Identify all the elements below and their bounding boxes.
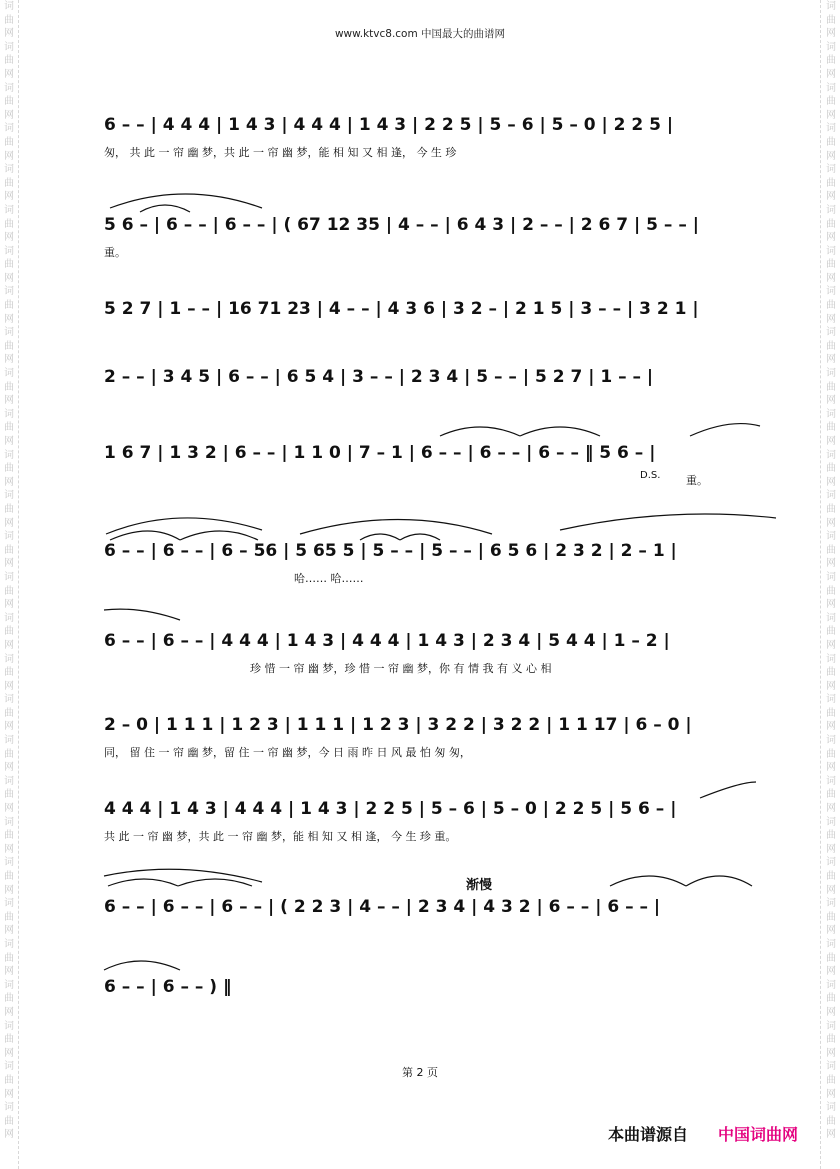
- slur: [300, 520, 492, 535]
- lyrics: 重。: [104, 246, 126, 259]
- notes: 5 6 – | 6 – – | 6 – – | ( 67 12 35 | 4 – – | 6 4 3 | 2 – – | 2 6 7 | 5 – – |: [104, 215, 699, 235]
- notes: 6 – – | 6 – – ) ‖: [104, 977, 232, 997]
- slur: [440, 427, 520, 436]
- slur: [560, 514, 776, 530]
- slur: [690, 424, 760, 436]
- notes: 6 – – | 6 – – | 6 – – | ( 2 2 3 | 4 – – | 2 3 4 | 4 3 2 | 6 – – | 6 – – |: [104, 897, 661, 917]
- tempo-marking: 渐慢: [466, 878, 493, 893]
- notes: 6 – – | 6 – – | 4 4 4 | 1 4 3 | 4 4 4 | 1 4 3 | 2 3 4 | 5 4 4 | 1 – 2 |: [104, 631, 670, 651]
- lyrics: [104, 926, 764, 944]
- notes: 2 – – | 3 4 5 | 6 – – | 6 5 4 | 3 – – | 2 3 4 | 5 – – | 5 2 7 | 1 – – |: [104, 367, 654, 387]
- slur: [104, 609, 180, 620]
- watermark-left: 词曲网词曲网词曲网词曲网词曲网词曲网词曲网词曲网词曲网词曲网词曲网词曲网词曲网词曲网词曲网词曲网词曲网词曲网词曲网词曲网词曲网词曲网词曲网词曲网词曲网词曲网词曲网词曲网: [4, 1, 14, 1141]
- notes: 1 6 7 | 1 3 2 | 6 – – | 1 1 0 | 7 – 1 | 6 – – | 6 – – | 6 – – ‖ 5 6 – |: [104, 443, 656, 463]
- lyrics: 珍 惜 一 帘 幽 梦，珍 惜 一 帘 幽 梦，你 有 情 我 有 义 心 相: [250, 662, 552, 675]
- slur: [686, 876, 752, 886]
- ds-marker: D.S.: [640, 470, 661, 481]
- source-site-link[interactable]: 中国词曲网: [718, 1125, 799, 1144]
- notes: 5 2 7 | 1 – – | 16 71 23 | 4 – – | 4 3 6 | 3 2 – | 2 1 5 | 3 – – | 3 2 1 |: [104, 299, 699, 319]
- source-label: 本曲谱源自: [608, 1125, 689, 1144]
- site-header: www.ktvc8.com 中国最大的曲谱网: [334, 28, 506, 40]
- notes: 6 – – | 6 – – | 6 – 56 | 5 65 5 | 5 – – | 5 – – | 6 5 6 | 2 3 2 | 2 – 1 |: [104, 541, 677, 561]
- lyrics: 匆， 共 此 一 帘 幽 梦，共 此 一 帘 幽 梦，能 相 知 又 相 逢， 今 生 珍: [104, 146, 457, 159]
- slur: [178, 879, 252, 886]
- lyrics: [104, 328, 764, 346]
- lyrics: 哈…… 哈……: [294, 572, 364, 585]
- page-number: 第 2 页: [402, 1066, 438, 1079]
- notes: 4 4 4 | 1 4 3 | 4 4 4 | 1 4 3 | 2 2 5 | 5 – 6 | 5 – 0 | 2 2 5 | 5 6 – |: [104, 799, 677, 819]
- slur: [104, 961, 180, 970]
- slur: [610, 876, 686, 886]
- slur: [106, 518, 262, 534]
- lyrics: 同， 留 住 一 帘 幽 梦，留 住 一 帘 幽 梦，今 日 雨 昨 日 风 最 怕 匆 匆，: [104, 746, 471, 759]
- notes: 6 – – | 4 4 4 | 1 4 3 | 4 4 4 | 1 4 3 | 2 2 5 | 5 – 6 | 5 – 0 | 2 2 5 |: [104, 115, 674, 135]
- slur: [108, 879, 178, 886]
- lyrics: 共 此 一 帘 幽 梦，共 此 一 帘 幽 梦，能 相 知 又 相 逢， 今 生 珍 重。: [104, 830, 457, 843]
- slur: [520, 427, 600, 436]
- watermark-right: 词曲网词曲网词曲网词曲网词曲网词曲网词曲网词曲网词曲网词曲网词曲网词曲网词曲网词曲网词曲网词曲网词曲网词曲网词曲网词曲网词曲网词曲网词曲网词曲网词曲网词曲网词曲网词曲网: [826, 1, 836, 1141]
- lyrics: [104, 396, 764, 414]
- notes: 2 – 0 | 1 1 1 | 1 2 3 | 1 1 1 | 1 2 3 | 3 2 2 | 3 2 2 | 1 1 17 | 6 – 0 |: [104, 715, 692, 735]
- lyrics: 重。: [686, 474, 708, 487]
- slur: [110, 194, 262, 208]
- slur: [104, 869, 262, 882]
